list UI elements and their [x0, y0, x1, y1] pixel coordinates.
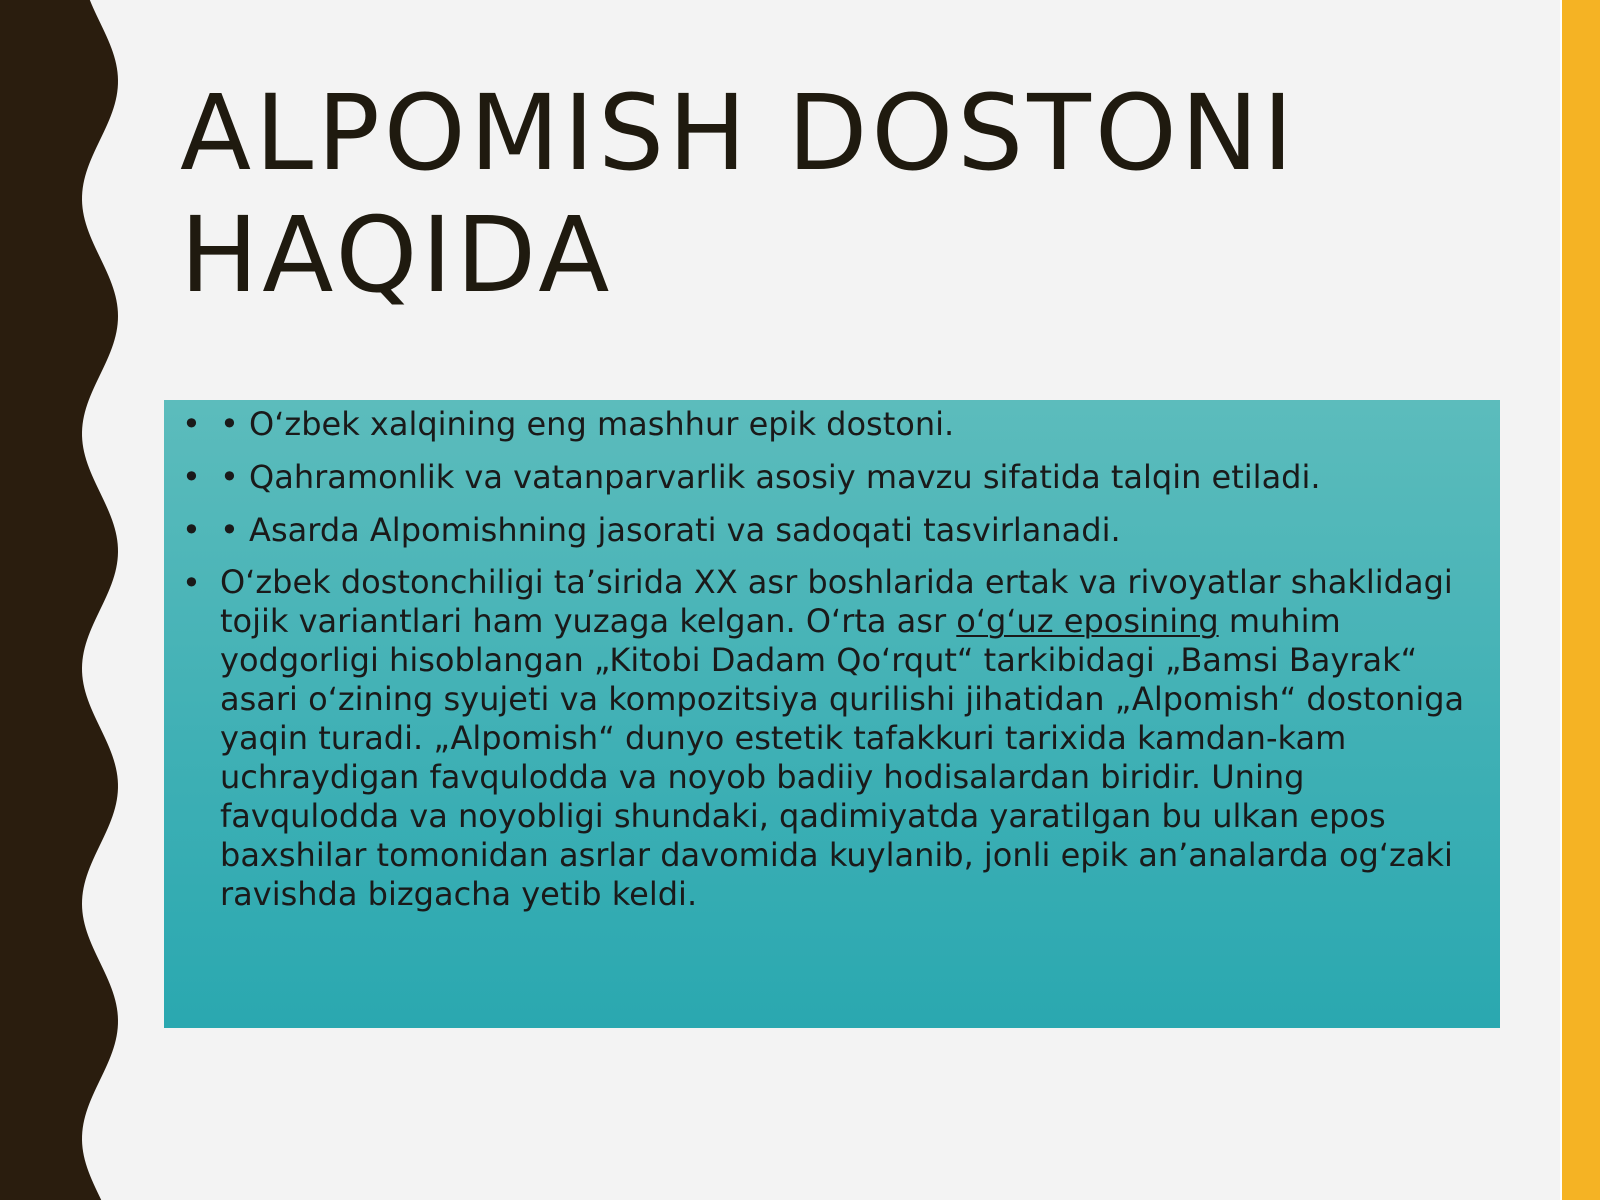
bullet-marker: •	[182, 564, 201, 602]
bullet-text: • O‘zbek xalqining eng mashhur epik dostoni.	[220, 405, 955, 443]
bullet-marker: •	[182, 458, 201, 496]
eposining-link[interactable]: o‘g‘uz eposining	[956, 602, 1219, 640]
bullet-item-1	[182, 404, 1480, 444]
accent-stripe	[1562, 0, 1600, 1200]
bullet-text: • Qahramonlik va vatanparvarlik asosiy mavzu sifatida talqin etiladi.	[220, 458, 1321, 496]
bullet-item-4	[182, 563, 1480, 914]
paragraph-text-end: muhim yodgorligi hisoblangan „Kitobi Dadam Qo‘rqut“ tarkibidagi „Bamsi Bayrak“ asari o‘zining syujeti va kompozitsiya qurilishi jihatidan „Alpomish“ dostoniga yaqin turadi. „Alpomish“ dunyo estetik tafakkuri tarixida kamdan-kam uchraydigan favqulodda va noyob badiiy hodisalardan biridir. Uning favqulodda va noyobligi shundaki, qadimiyatda yaratilgan bu ulkan epos baxshilar tomonidan asrlar davomida kuylanib, jonli epik an’analarda og‘zaki ravishda bizgacha yetib keldi.	[220, 602, 1465, 913]
slide-title-line-1: ALPOMISH DOSTONI	[180, 72, 1298, 194]
slide-title-line-2: HAQIDA	[180, 194, 614, 316]
bullet-item-3	[182, 510, 1480, 550]
bullet-list	[182, 404, 1480, 914]
bullet-marker: •	[182, 511, 201, 549]
wavy-border-shape	[0, 0, 118, 1200]
slide-title	[180, 72, 1510, 316]
content-box	[164, 400, 1500, 1028]
wavy-border-decoration	[0, 0, 130, 1200]
bullet-item-2	[182, 457, 1480, 497]
bullet-text: • Asarda Alpomishning jasorati va sadoqati tasvirlanadi.	[220, 511, 1121, 549]
bullet-marker: •	[182, 405, 201, 443]
paragraph-text-start: O‘zbek dostonchiligi ta’sirida XX asr boshlarida ertak va rivoyatlar shaklidagi tojik variantlari ham yuzaga kelgan. O‘rta asr	[220, 563, 1453, 640]
